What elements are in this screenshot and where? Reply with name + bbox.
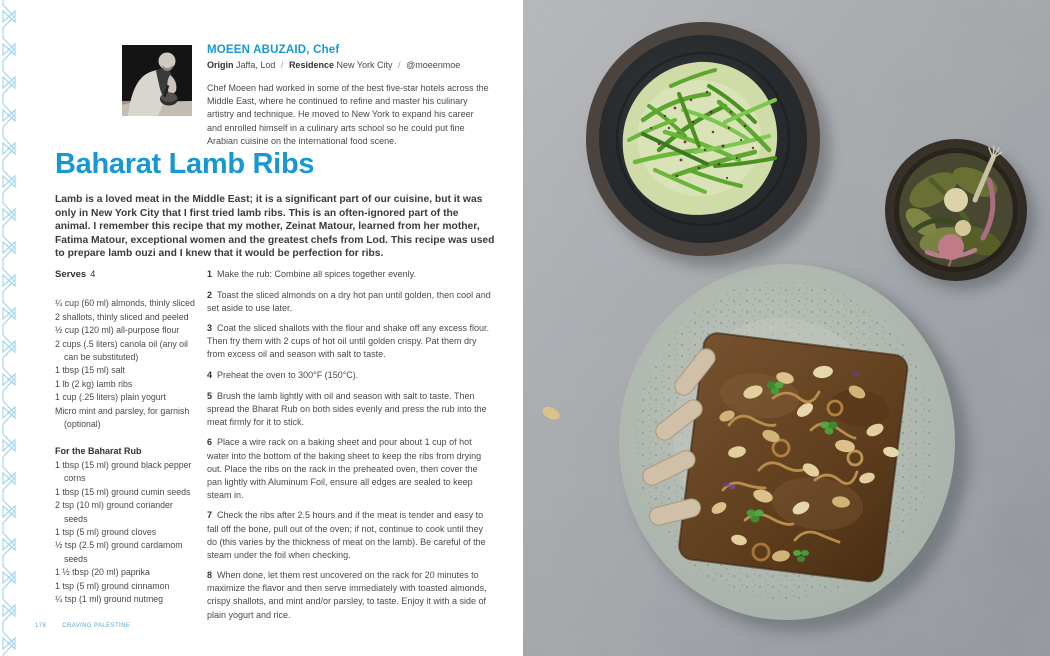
recipe-step <box>207 569 493 621</box>
chef-name: MOEEN ABUZAID, Chef <box>207 44 340 56</box>
vignette <box>523 0 1050 656</box>
chef-bio: Chef Moeen had worked in some of the best five-star hotels across the Middle East, where he continued to refine and master his culinary artistry and technique. He moved to New York to expand his career and enrolled himself in a culinary arts school so he could put fine Arabian cuisine on the international food scene. <box>207 83 489 146</box>
recipe-step <box>207 268 493 281</box>
rub-section-header: For the Baharat Rub <box>55 446 142 457</box>
serves-line <box>55 268 198 281</box>
instructions-column <box>207 268 493 629</box>
rub-ingredient-item: 1 tsp (5 ml) ground cinnamon <box>55 580 170 591</box>
step-text: Coat the sliced shallots with the flour and shake off any excess flour. Then fry them with 2 cups of hot oil until golden crispy. Pat them dry from excess oil and season with salt to taste. <box>207 323 490 360</box>
step-number: 5 <box>207 390 213 401</box>
ingredient-item: ½ cup (120 ml) all-purpose flour <box>55 325 180 336</box>
chef-meta-line <box>207 60 507 70</box>
step-text: Toast the sliced almonds on a dry hot pan until golden, then cool and set aside to use later. <box>207 289 491 313</box>
separator: / <box>280 60 284 70</box>
step-text: Brush the lamb lightly with oil and season with salt to taste. Then spread the Bharat Rub on both sides evenly and press the rub into the meat firmly for it to stick. <box>207 390 487 427</box>
origin-label: Origin <box>207 60 234 70</box>
ingredients-column <box>55 268 198 606</box>
step-number: 1 <box>207 269 213 279</box>
ingredient-item: 2 shallots, thinly sliced and peeled <box>55 311 189 322</box>
separator: / <box>398 60 401 70</box>
recipe-step <box>207 322 493 361</box>
step-number: 8 <box>207 570 213 581</box>
food-photo <box>523 0 1050 656</box>
residence-label: Residence <box>288 60 334 70</box>
recipe-step <box>207 369 493 382</box>
step-number: 3 <box>207 323 213 334</box>
recipe-step <box>207 436 493 501</box>
ingredient-item: 1 cup (.25 liters) plain yogurt <box>55 392 166 403</box>
origin-value: Jaffa, Lod <box>236 60 276 70</box>
page-footer <box>35 623 130 629</box>
serves-label: Serves <box>55 269 87 280</box>
residence-value: New York City <box>336 60 393 70</box>
rub-ingredient-item: 1 tsp (5 ml) ground cloves <box>55 526 157 537</box>
step-number: 6 <box>207 437 213 448</box>
ingredient-item: 2 cups (.5 liters) canola oil (any oil can be substituted) <box>55 338 188 363</box>
tatreez-border-pattern <box>0 0 20 656</box>
rub-ingredient-item: 1 tbsp (15 ml) ground black pepper corns <box>55 459 192 484</box>
chef-portrait-photo <box>122 45 192 116</box>
step-text: Preheat the oven to 300°F (150°C). <box>217 370 359 381</box>
recipe-intro: Lamb is a loved meat in the Middle East; it is a significant part of our cuisine, but it was only in New York City that I first tried lamb ribs. This is an often-ignored part of the animal. I remember this recipe that my mother, Zeinat Matour, learned from her mother, Fatima Matour, exceptional women and the greatest chefs from Lod. This recipe was used to prepare lamb ouzi and I knew that it would be perfection for ribs. <box>55 194 495 259</box>
rub-ingredient-item: ¼ tsp (1 ml) ground nutmeg <box>55 593 164 604</box>
ingredient-item: ¼ cup (60 ml) almonds, thinly sliced <box>55 298 195 309</box>
ingredient-item: 1 tbsp (15 ml) salt <box>55 365 125 376</box>
ingredient-item: Micro mint and parsley, for garnish (optional) <box>55 405 190 430</box>
serves-value: 4 <box>90 269 96 280</box>
step-number: 4 <box>207 370 213 381</box>
recipe-step <box>207 390 493 429</box>
rub-ingredient-item: 1 ½ tbsp (20 ml) paprika <box>55 567 150 578</box>
rub-ingredient-item: 2 tsp (10 ml) ground coriander seeds <box>55 500 173 524</box>
book-title: CRAVING PALESTINE <box>62 623 131 629</box>
step-text: Place a wire rack on a baking sheet and pour about 1 cup of hot water into the bottom of the baking sheet to keep the ribs from drying out. Place the ribs on the rack in the preheated oven, then cover the pan lightly with Aluminum Foil, ensure all edges are sealed to keep steam in. <box>207 437 482 500</box>
rub-ingredient-item: ½ tsp (2.5 ml) ground cardamom seeds <box>55 540 183 564</box>
step-text: When done, let them rest uncovered on the rack for 20 minutes to maximize the flavor and then serve immediately with toasted almonds, crispy shallots, and mint and/or parsley, to taste. Enjoy it with a side of plain yogurt and rice. <box>207 570 487 620</box>
page-number: 178 <box>35 623 47 629</box>
recipe-title: Baharat Lamb Ribs <box>55 148 315 180</box>
step-number: 7 <box>207 510 213 521</box>
recipe-step <box>207 289 493 315</box>
step-text: Make the rub: Combine all spices together evenly. <box>217 269 416 279</box>
rub-ingredient-item: 1 tbsp (15 ml) ground cumin seeds <box>55 486 191 497</box>
step-text: Check the ribs after 2.5 hours and if the meat is tender and easy to fall off the bone, pull out of the oven; if not, continue to cook until they do (this varies by the thickness of meat on the lamb). Be careful of the steam under the foil when checking. <box>207 510 486 560</box>
ingredient-item: 1 lb (2 kg) lamb ribs <box>55 378 133 389</box>
step-number: 2 <box>207 289 213 300</box>
chef-social-handle: @moeenmoe <box>406 60 461 70</box>
recipe-step <box>207 509 493 561</box>
